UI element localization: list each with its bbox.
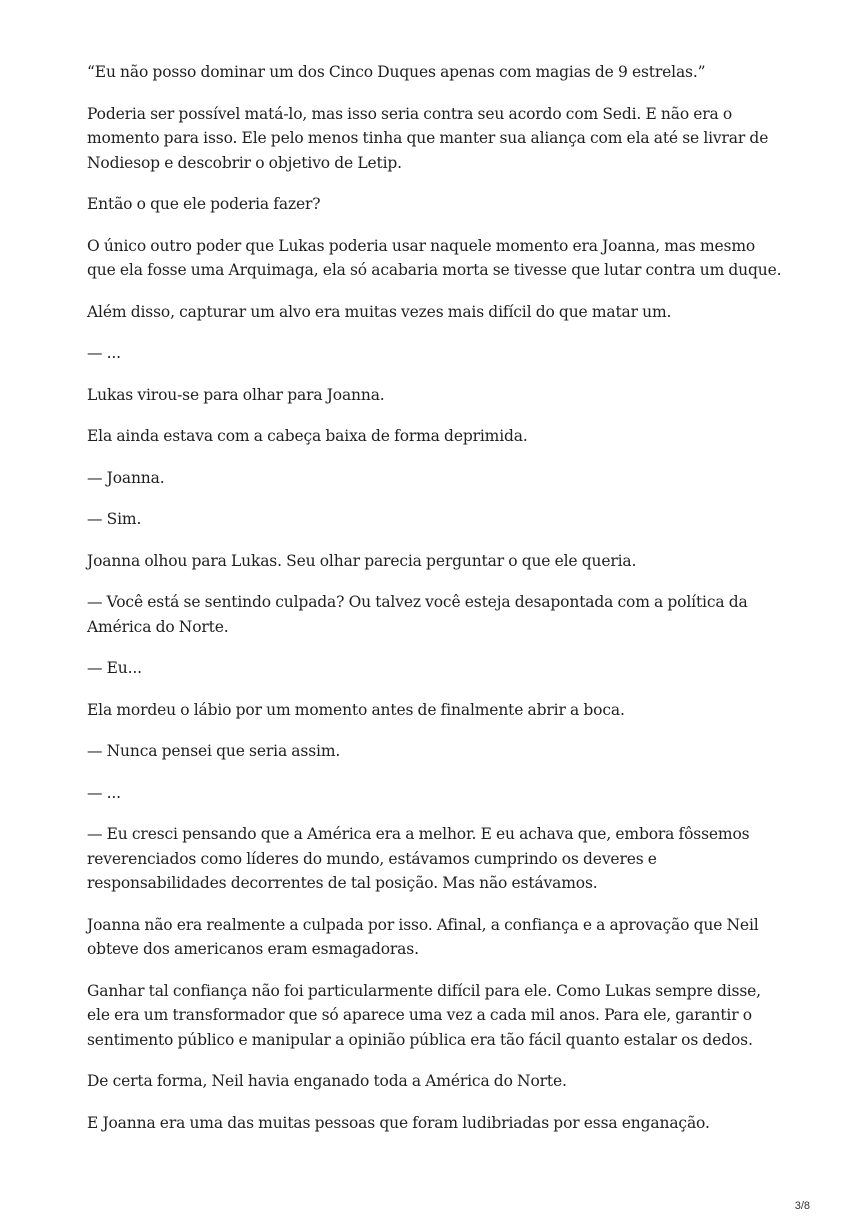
- paragraph-1: “Eu não posso dominar um dos Cinco Duques apenas com magias de 9 estrelas.”: [87, 63, 706, 81]
- paragraph-18: Joanna não era realmente a culpada por isso. Afinal, a confiança e a aprovação que Neil obteve dos americanos eram esmagadoras.: [87, 915, 759, 958]
- paragraph-16: — ...: [87, 783, 121, 802]
- paragraph-20: De certa forma, Neil havia enganado toda a América do Norte.: [87, 1072, 567, 1090]
- paragraph-3: Então o que ele poderia fazer?: [87, 195, 321, 213]
- paragraph-17: — Eu cresci pensando que a América era a melhor. E eu achava que, embora fôssemos reverenciados como líderes do mundo, estávamos cumprindo os deveres e responsabilidades decorrentes de tal posição. Mas não estávamos.: [87, 825, 750, 892]
- paragraph-5: Além disso, capturar um alvo era muitas vezes mais difícil do que matar um.: [87, 302, 672, 321]
- paragraph-9: — Joanna.: [87, 468, 165, 487]
- paragraph-4: O único outro poder que Lukas poderia usar naquele momento era Joanna, mas mesmo que ela fosse uma Arquimaga, ela só acabaria morta se tivesse que lutar contra um duque.: [87, 236, 782, 279]
- paragraph-13: — Eu...: [87, 659, 142, 677]
- paragraph-7: Lukas virou-se para olhar para Joanna.: [87, 385, 385, 404]
- paragraph-8: Ela ainda estava com a cabeça baixa de forma deprimida.: [87, 427, 528, 445]
- paragraph-2: Poderia ser possível matá-lo, mas isso seria contra seu acordo com Sedi. E não era o momento para isso. Ele pelo menos tinha que manter sua aliança com ela até se livrar de Nodiesop e descobrir o objetivo de Letip.: [87, 104, 769, 172]
- paragraph-6: — ...: [87, 344, 121, 362]
- page-number: 3/8: [794, 1200, 810, 1212]
- paragraph-15: — Nunca pensei que seria assim.: [87, 742, 341, 760]
- paragraph-11: Joanna olhou para Lukas. Seu olhar parecia perguntar o que ele queria.: [87, 551, 637, 570]
- paragraph-12: — Você está se sentindo culpada? Ou talvez você esteja desapontada com a política da América do Norte.: [87, 593, 748, 636]
- paragraph-19: Ganhar tal confiança não foi particularmente difícil para ele. Como Lukas sempre disse, ele era um transformador que só aparece uma vez a cada mil anos. Para ele, garantir o sentimento público e manipular a opinião pública era tão fácil quanto estalar os dedos.: [87, 981, 761, 1049]
- paragraph-21: E Joanna era uma das muitas pessoas que foram ludibriadas por essa enganação.: [87, 1113, 710, 1132]
- paragraph-14: Ela mordeu o lábio por um momento antes de finalmente abrir a boca.: [87, 700, 625, 719]
- document-body: [87, 60, 787, 1152]
- paragraph-10: — Sim.: [87, 510, 142, 528]
